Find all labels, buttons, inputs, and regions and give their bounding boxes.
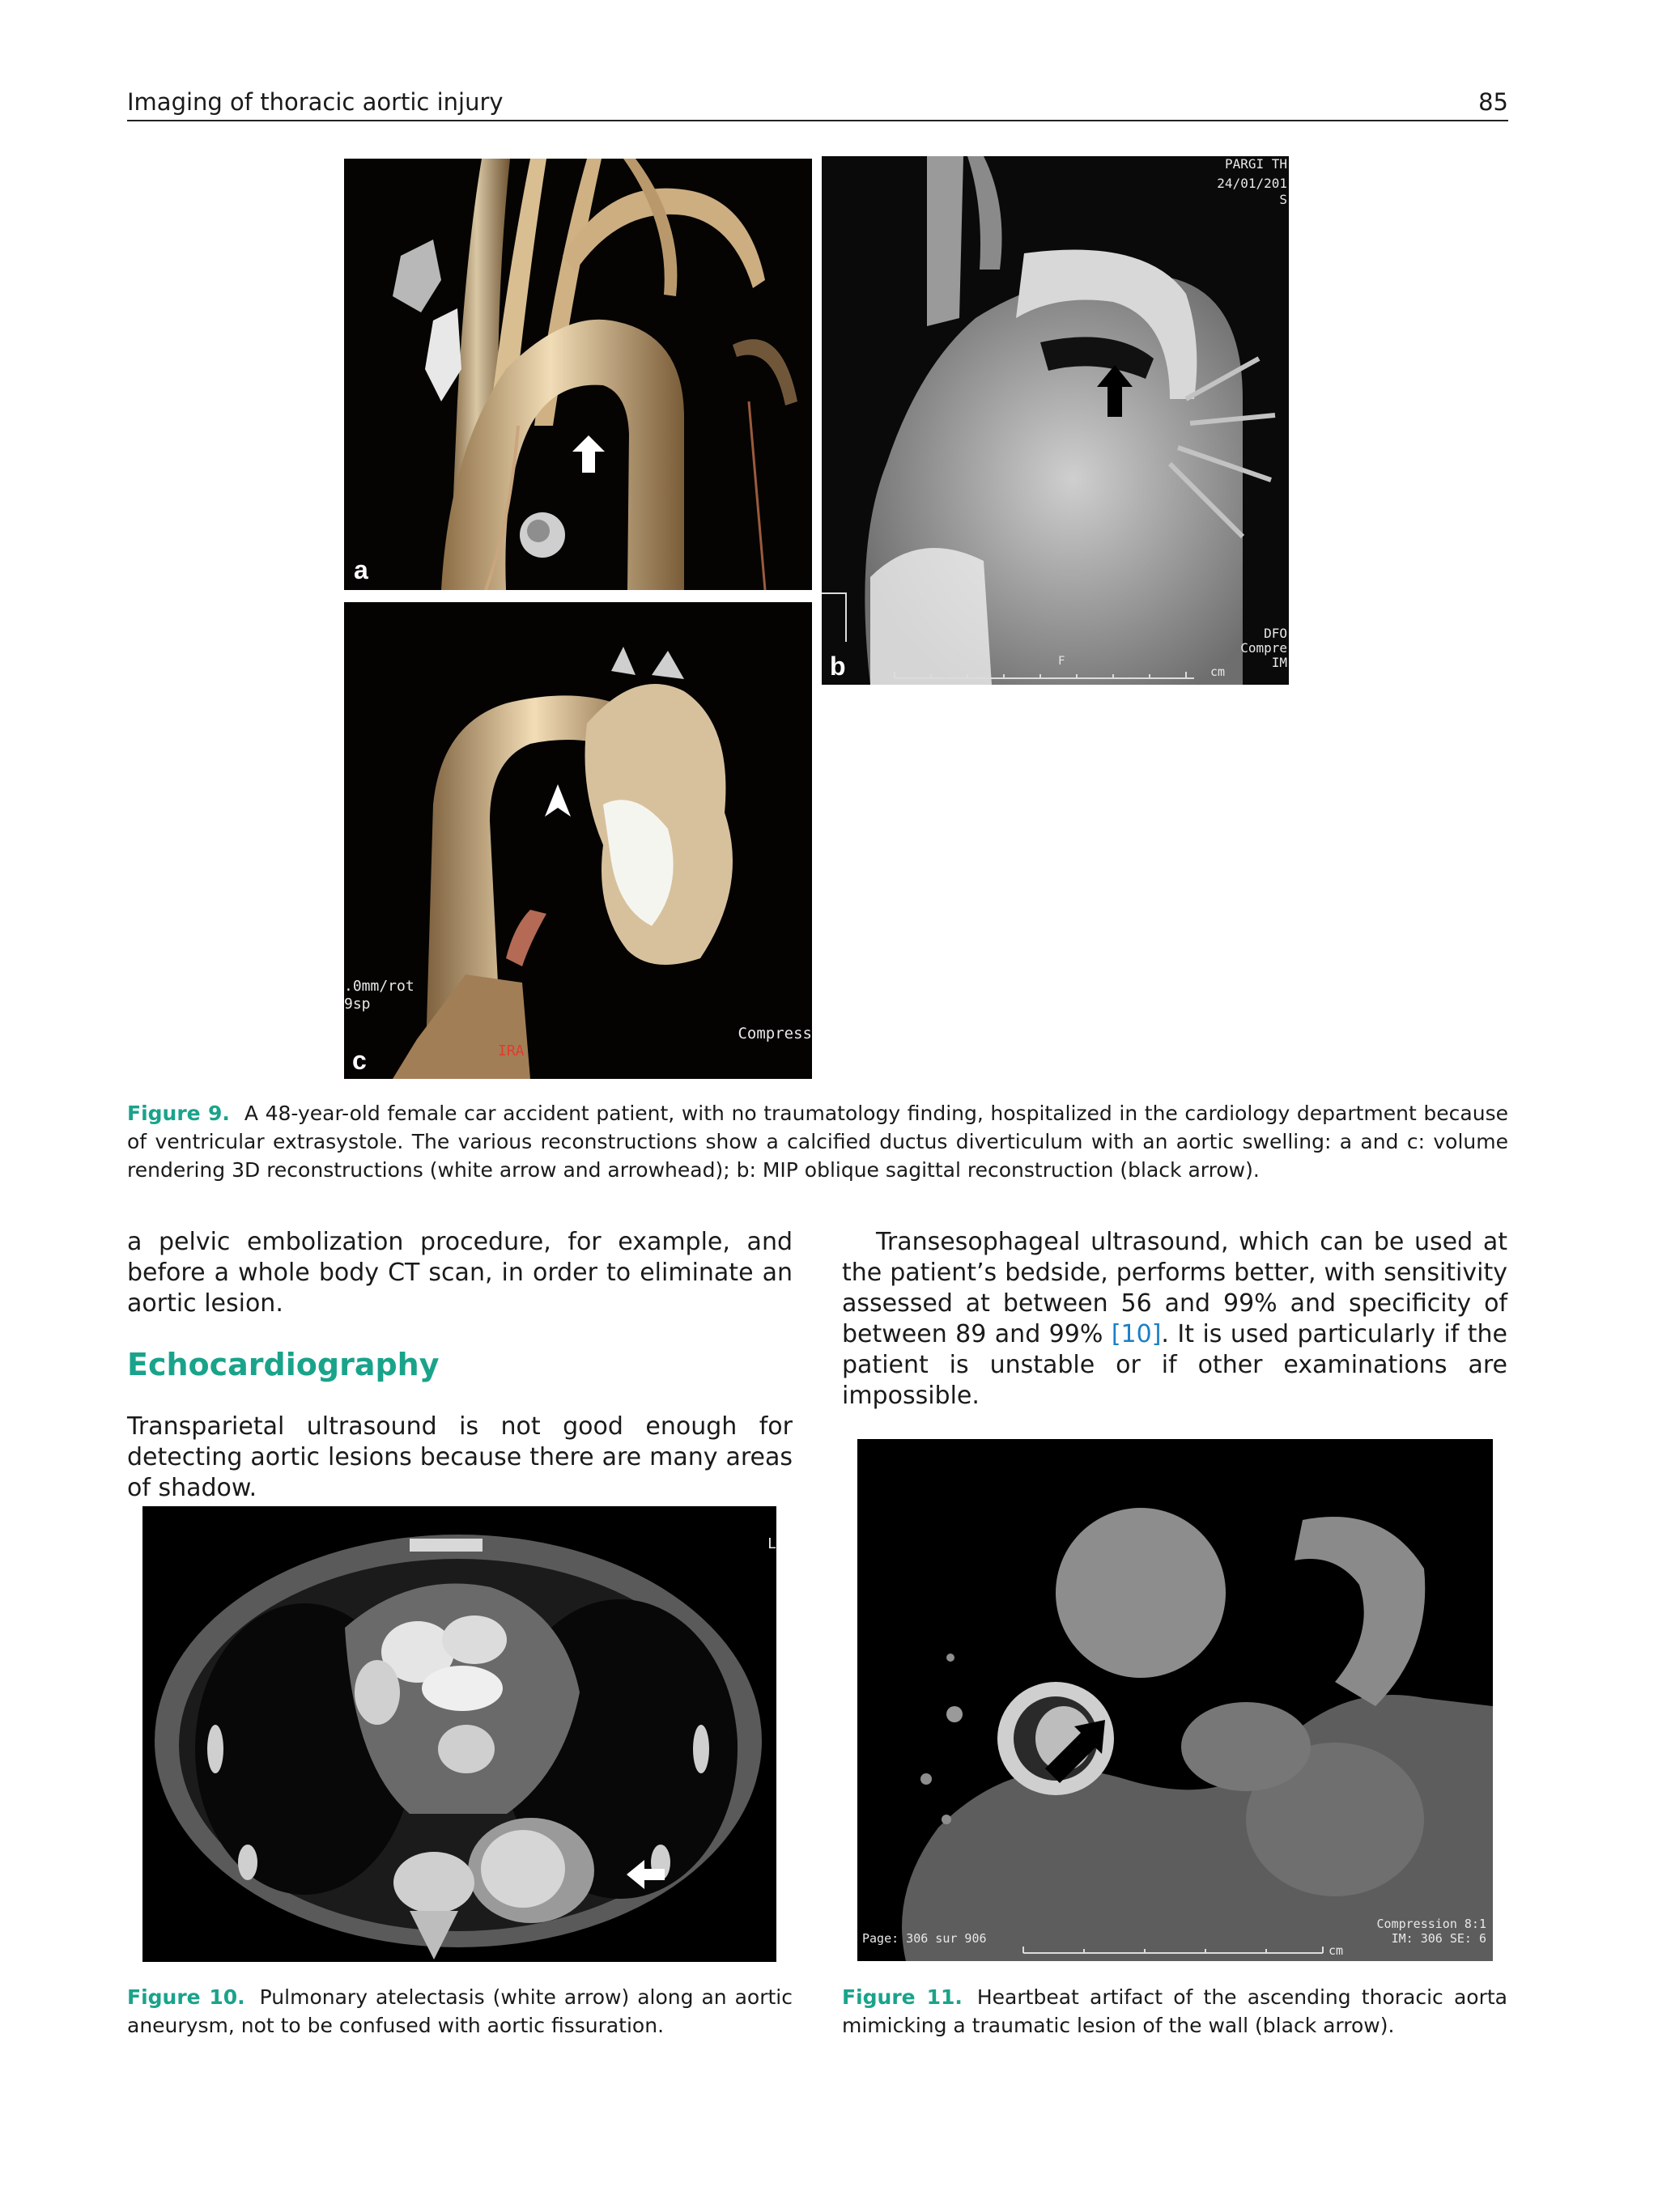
figure10-label: Figure 10. (127, 1985, 245, 2009)
left-continuation-text: a pelvic embolization procedure, for example, and before a whole body CT scan, in order to eliminate an aortic lesion. (127, 1228, 793, 1318)
axial-ct-ascending-aorta (857, 1439, 1493, 1961)
figure9-panel-c (344, 602, 812, 1079)
right-paragraph-part2: . It is used particularly if the patient is unstable or if other examinations are impossible. (842, 1320, 1507, 1410)
figure9-panel-a (344, 159, 812, 590)
panel-letter-b: b (830, 652, 846, 681)
section-heading-echocardiography: Echocardiography (127, 1347, 440, 1382)
figure11-overlay-compression: Compression 8:1 (1376, 1917, 1486, 1931)
left-echocardiography-paragraph (127, 1412, 793, 1504)
figure11-label: Figure 11. (842, 1985, 963, 2009)
panel-b-overlay-bottom-3: IM (1271, 655, 1287, 670)
panel-c-overlay-line-1: .0mm/rot (344, 978, 414, 995)
figure11-overlay-page: Page: 306 sur 906 (862, 1931, 987, 1946)
right-paragraph-part1: Transesophageal ultrasound, which can be used at the patient’s bedside, performs better, with sensitivity assessed at between 56 and 99% and specificity of between 89 and 99% (842, 1228, 1507, 1348)
mip-sagittal-reconstruction (822, 156, 1289, 685)
figure10-caption-text: Pulmonary atelectasis (white arrow) along an aortic aneurysm, not to be confused with aortic fissuration. (127, 1985, 793, 2037)
figure9-caption-text: A 48-year-old female car accident patient, with no traumatology finding, hospitalized in the cardiology department because of ventricular extrasystole. The various reconstructions show a calcified ductus diverticulum with an aortic swelling: a and c: volume rendering 3D reconstructions (white arrow and arrowhead); b: MIP oblique sagittal reconstruction (black arrow). (127, 1102, 1508, 1182)
figure11-scale-unit: cm (1329, 1943, 1344, 1958)
reference-link-10[interactable]: [10] (1111, 1320, 1162, 1348)
running-title: Imaging of thoracic aortic injury (127, 88, 504, 116)
figure10-caption (127, 1983, 793, 2040)
panel-b-scale-unit: cm (1210, 664, 1226, 679)
page-number: 85 (1478, 88, 1508, 116)
figure11-overlay-im: IM: 306 SE: 6 (1391, 1931, 1486, 1946)
figure9-panel-b (822, 156, 1289, 685)
panel-c-overlay-compress: Compress (738, 1025, 812, 1042)
axial-ct-chest (142, 1506, 776, 1962)
panel-b-overlay-bottom-1: DFO (1264, 626, 1287, 641)
panel-letter-c: c (352, 1046, 367, 1075)
right-paragraph (842, 1227, 1507, 1412)
panel-c-overlay-line-2: 9sp (344, 996, 371, 1013)
left-continuation-paragraph (127, 1227, 793, 1319)
figure11-caption (842, 1983, 1507, 2040)
figure9-caption (127, 1099, 1508, 1184)
left-echocardiography-text: Transparietal ultrasound is not good enough for detecting aortic lesions because there are many areas of shadow. (127, 1412, 793, 1502)
panel-letter-a: a (354, 555, 368, 584)
figure11-image (857, 1439, 1493, 1961)
running-header (127, 87, 1508, 121)
panel-b-overlay-top-3: S (1279, 192, 1287, 207)
panel-b-overlay-top-2: 24/01/201 (1217, 176, 1287, 191)
figure10-image (142, 1506, 776, 1962)
panel-b-overlay-bottom-2: Compre (1240, 640, 1287, 656)
volume-rendering-aortic-arch (344, 159, 812, 590)
figure11-caption-text: Heartbeat artifact of the ascending thoracic aorta mimicking a traumatic lesion of the wall (black arrow). (842, 1985, 1507, 2037)
panel-c-overlay-red: IRA (498, 1042, 525, 1059)
panel-b-scale-marker: F (1058, 655, 1065, 668)
figure10-overlay-corner: L (767, 1535, 776, 1552)
panel-b-overlay-top-1: PARGI TH (1224, 156, 1287, 172)
figure9-label: Figure 9. (127, 1102, 230, 1125)
volume-rendering-arch-arrowhead (344, 602, 812, 1079)
